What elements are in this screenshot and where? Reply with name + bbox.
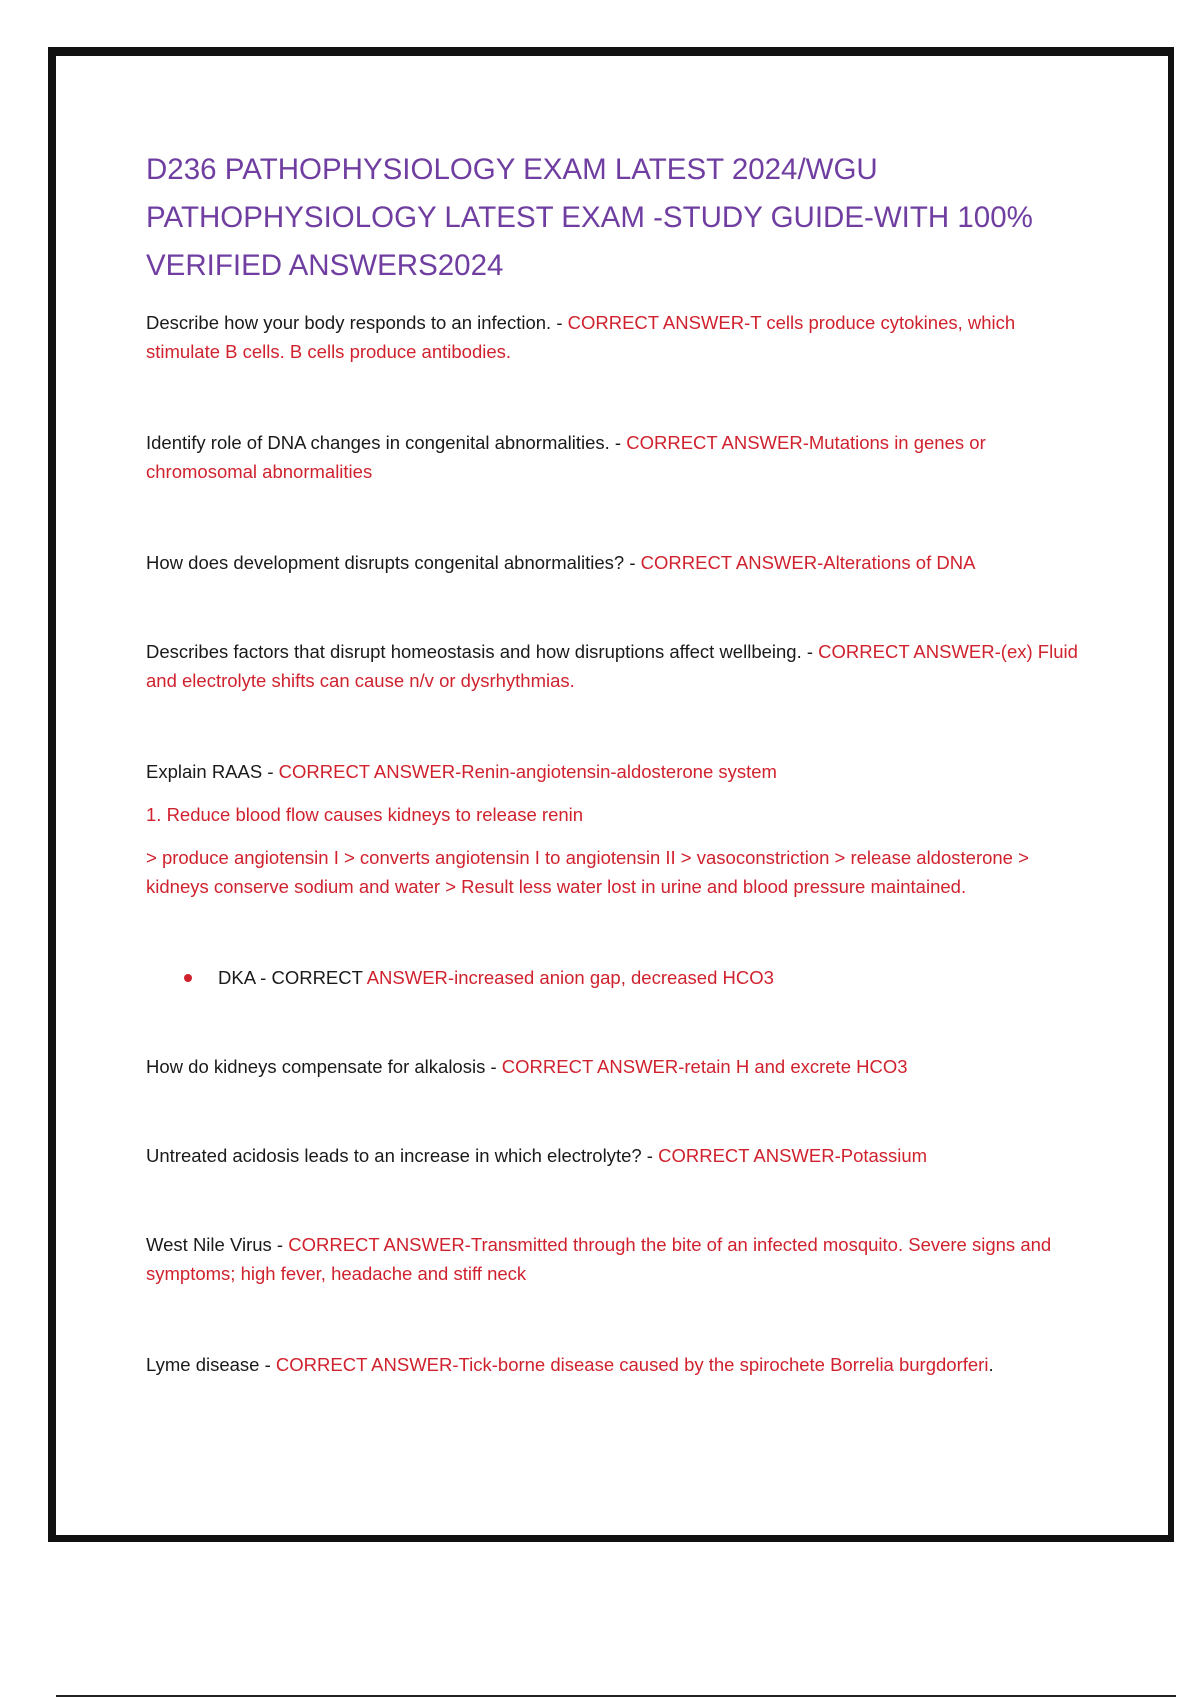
question-text: Describes factors that disrupt homeostasis and how disruptions affect wellbeing. - — [146, 641, 819, 662]
bottom-rule — [56, 1695, 1176, 1697]
raas-step-1: 1. Reduce blood flow causes kidneys to release renin — [146, 804, 584, 825]
qa-item-dna-changes — [146, 428, 1086, 486]
qa-item-development — [146, 548, 1086, 577]
spacer — [146, 992, 1086, 1052]
question-text: DKA - CORRECT — [218, 967, 367, 988]
qa-item-acidosis — [146, 1141, 1086, 1170]
question-text: Identify role of DNA changes in congenital abnormalities. - — [146, 432, 627, 453]
qa-item-raas — [146, 757, 1086, 786]
question-text: Explain RAAS - — [146, 761, 279, 782]
spacer — [146, 366, 1086, 428]
spacer — [146, 1170, 1086, 1230]
spacer — [146, 1081, 1086, 1141]
answer-text: CORRECT ANSWER-T cells produce cytokines, which stimulate B cells. B cells produce antibodies. — [146, 312, 1016, 362]
trailing-period: . — [988, 1354, 994, 1375]
qa-item-alkalosis — [146, 1052, 1086, 1081]
title-line-1: D236 PATHOPHYSIOLOGY EXAM LATEST 2024/WGU — [146, 153, 878, 186]
question-text: West Nile Virus - — [146, 1234, 289, 1255]
question-text: Lyme disease - — [146, 1354, 276, 1375]
answer-text: ANSWER-increased anion gap, decreased HCO3 — [366, 967, 774, 988]
title-line-3: VERIFIED ANSWERS2024 — [146, 249, 504, 282]
answer-text: CORRECT ANSWER-Transmitted through the bite of an infected mosquito. Severe signs and symptoms; high fever, headache and stiff neck — [146, 1234, 1052, 1284]
answer-text: CORRECT ANSWER-Renin-angiotensin-aldosterone system — [278, 761, 777, 782]
question-text: How does development disrupts congenital abnormalities? - — [146, 552, 641, 573]
spacer — [146, 901, 1086, 963]
spacer — [146, 695, 1086, 757]
qa-item-lyme — [146, 1350, 1086, 1379]
document-body — [146, 146, 1086, 1379]
title-line-2: PATHOPHYSIOLOGY LATEST EXAM -STUDY GUIDE-WITH 100% — [146, 201, 1033, 234]
qa-item-infection — [146, 308, 1086, 366]
question-text: How do kidneys compensate for alkalosis - — [146, 1056, 502, 1077]
spacer — [146, 1288, 1086, 1350]
spacer — [146, 486, 1086, 548]
qa-item-homeostasis — [146, 637, 1086, 695]
answer-text: CORRECT ANSWER-retain H and excrete HCO3 — [501, 1056, 908, 1077]
answer-text: CORRECT ANSWER-(ex) Fluid and electrolyte shifts can cause n/v or dysrhythmias. — [146, 641, 1078, 691]
spacer — [146, 577, 1086, 637]
answer-text: CORRECT ANSWER-Tick-borne disease caused by the spirochete Borrelia burgdorferi — [275, 1354, 989, 1375]
question-text: Describe how your body responds to an infection. - — [146, 312, 568, 333]
document-title — [146, 146, 1086, 290]
qa-item-dka — [146, 963, 1086, 992]
answer-text: CORRECT ANSWER-Alterations of DNA — [640, 552, 976, 573]
answer-text: CORRECT ANSWER-Mutations in genes or chromosomal abnormalities — [146, 432, 986, 482]
bullet-icon — [184, 974, 192, 982]
answer-text: CORRECT ANSWER-Potassium — [658, 1145, 928, 1166]
qa-item-west-nile — [146, 1230, 1086, 1288]
raas-step-chain: > produce angiotensin I > converts angiotensin I to angiotensin II > vasoconstriction > release aldosterone > kidneys conserve sodium and water > Result less water lost in urine and blood pressure maintained. — [146, 847, 1029, 897]
question-text: Untreated acidosis leads to an increase in which electrolyte? - — [146, 1145, 659, 1166]
